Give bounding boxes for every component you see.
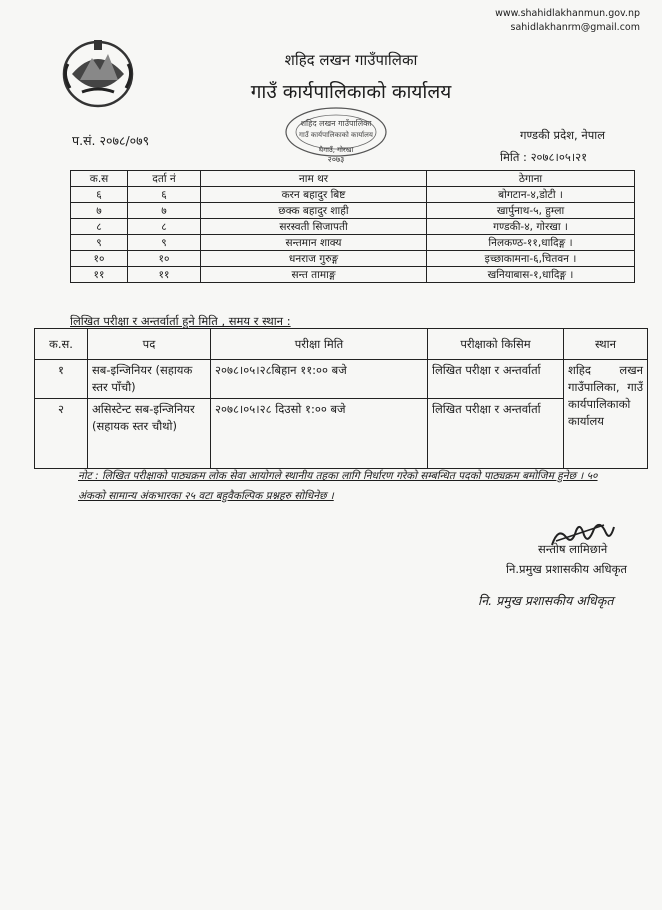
table-row <box>71 251 635 267</box>
cell-sn: १ <box>35 360 88 399</box>
table-row <box>71 235 635 251</box>
col-header-exam-type: परीक्षाको किसिम <box>428 329 564 360</box>
website-link[interactable]: www.shahidlakhanmun.gov.np <box>495 8 640 19</box>
col-header-exam-date: परीक्षा मिति <box>211 329 428 360</box>
office-subtitle: गाउँ कार्यपालिकाको कार्यालय <box>250 81 452 103</box>
table-row <box>71 203 635 219</box>
cell-reg: ११ <box>128 267 201 283</box>
office-seal-stamp <box>280 104 392 164</box>
cell-exam-date: २०७८।०५।२८बिहान ११:०० बजे <box>211 360 428 399</box>
table-header-row <box>35 329 648 360</box>
col-header-name: नाम थर <box>201 171 427 187</box>
seal-place: थैगाउँ, गोरखा <box>318 146 354 154</box>
cell-sn: ११ <box>71 267 128 283</box>
cell-sn: १० <box>71 251 128 267</box>
table-row <box>35 399 648 469</box>
table-row <box>71 267 635 283</box>
exam-schedule-table <box>34 328 648 469</box>
cell-name: सरस्वती सिजापती <box>201 219 427 235</box>
col-header-venue: स्थान <box>564 329 648 360</box>
cell-sn: ७ <box>71 203 128 219</box>
cell-sn: ९ <box>71 235 128 251</box>
signatory-title-stamp: नि. प्रमुख प्रशासकीय अधिकृत <box>478 593 614 608</box>
col-header-address: ठेगाना <box>427 171 635 187</box>
cell-address: खनियाबास-१,धादिङ्ग । <box>427 267 635 283</box>
cell-exam-type: लिखित परीक्षा र अन्तर्वार्ता <box>428 399 564 469</box>
contact-block <box>495 7 640 35</box>
email-link[interactable]: sahidlakhanrm@gmail.com <box>510 22 640 33</box>
reference-number: प.सं. २०७८/०७९ <box>72 133 150 148</box>
cell-sn: २ <box>35 399 88 469</box>
seal-text-line1: शहिद लखन गाउँपालिका <box>300 119 372 128</box>
cell-reg: १० <box>128 251 201 267</box>
cell-address: खार्पुनाथ-५, हुम्ला <box>427 203 635 219</box>
cell-sn: ६ <box>71 187 128 203</box>
cell-name: सन्तमान शाक्य <box>201 235 427 251</box>
col-header-sn: क.स <box>71 171 128 187</box>
exam-schedule-heading: लिखित परीक्षा र अन्तर्वार्ता हुने मिति , समय र स्थान : <box>70 314 291 328</box>
cell-name: धनराज गुरुङ्ग <box>201 251 427 267</box>
cell-reg: ६ <box>128 187 201 203</box>
cell-venue: शहिद लखन गाउँपालिका, गाउँ कार्यपालिकाको कार्यालय <box>564 360 648 469</box>
cell-reg: ९ <box>128 235 201 251</box>
province-label: गण्डकी प्रदेश, नेपाल <box>520 128 606 142</box>
cell-address: गण्डकी-४, गोरखा । <box>427 219 635 235</box>
seal-text-line2: गाउँ कार्यपालिकाको कार्यालय <box>299 131 373 139</box>
seal-year: २०७३ <box>327 155 345 164</box>
table-header-row <box>71 171 635 187</box>
table-row <box>71 187 635 203</box>
cell-address: बोगटान-४,डोटी । <box>427 187 635 203</box>
office-title: शहिद लखन गाउँपालिका <box>284 51 418 69</box>
cell-post: सब-इन्जिनियर (सहायक स्तर पाँचौ) <box>88 360 211 399</box>
letter-date: मिति : २०७८।०५।२१ <box>500 150 588 164</box>
cell-name: करन बहादुर बिष्ट <box>201 187 427 203</box>
cell-address: निलकण्ठ-११,धादिङ्ग । <box>427 235 635 251</box>
table-row <box>71 219 635 235</box>
signatory-name: सन्तोष लामिछाने <box>538 542 608 556</box>
col-header-sn: क.स. <box>35 329 88 360</box>
table-row <box>35 360 648 399</box>
cell-reg: ८ <box>128 219 201 235</box>
col-header-reg: दर्ता नं <box>128 171 201 187</box>
cell-address: इच्छाकामना-६,चितवन । <box>427 251 635 267</box>
cell-sn: ८ <box>71 219 128 235</box>
cell-reg: ७ <box>128 203 201 219</box>
syllabus-note: नोट : लिखित परीक्षाको पाठ्यक्रम लोक सेवा आयोगले स्थानीय तहका लागि निर्धारण गरेको सम्बन्धित पदको पाठ्यक्रम बमोजिम हुनेछ । ५० अंकको सामान्य अंकभारका २५ वटा बहुवैकल्पिक प्रश्नहरु सोधिनेछ । <box>78 470 598 502</box>
col-header-post: पद <box>88 329 211 360</box>
cell-exam-type: लिखित परीक्षा र अन्तर्वार्ता <box>428 360 564 399</box>
cell-post: असिस्टेन्ट सब-इन्जिनियर (सहायक स्तर चौथो) <box>88 399 211 469</box>
cell-name: छक्क बहादुर शाही <box>201 203 427 219</box>
cell-name: सन्त तामाङ्ग <box>201 267 427 283</box>
signatory-title: नि.प्रमुख प्रशासकीय अधिकृत <box>506 562 627 576</box>
candidate-table <box>70 170 635 283</box>
cell-exam-date: २०७८।०५।२८ दिउसो १:०० बजे <box>211 399 428 469</box>
